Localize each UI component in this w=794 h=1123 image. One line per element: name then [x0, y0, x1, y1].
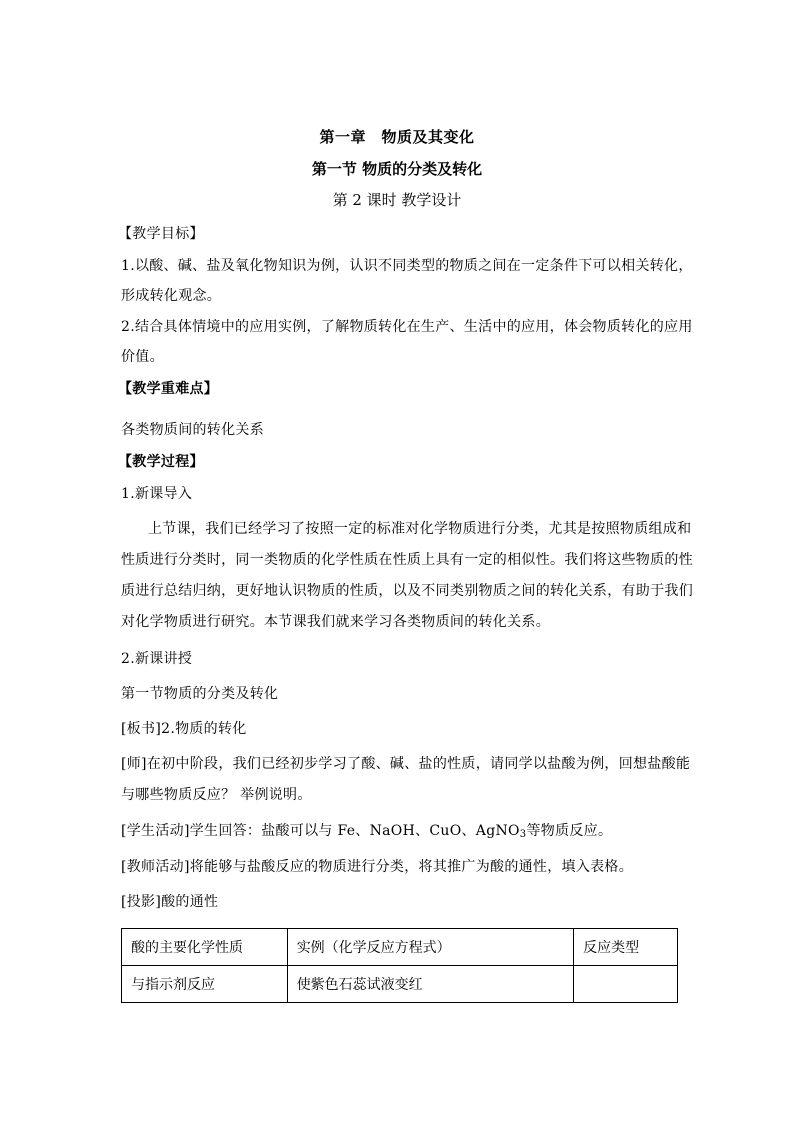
table-cell: 使紫色石蕊试液变红 [287, 966, 573, 1003]
chapter-title: 第一章 物质及其变化 [319, 128, 475, 146]
step-1-title: 1.新课导入 [121, 486, 193, 502]
objective-1-line-2: 形成转化观念。 [121, 288, 222, 304]
student-activity-text: [学生活动]学生回答：盐酸可以与 Fe、NaOH、CuO、AgNO [121, 823, 520, 839]
objectives-heading: 【教学目标】 [118, 226, 204, 242]
table-header-cell: 反应类型 [574, 929, 678, 966]
teacher-line-1: [师]在初中阶段，我们已经初步学习了酸、碱、盐的性质，请同学以盐酸为例，回想盐酸能 [121, 756, 691, 772]
key-points-heading: 【教学重难点】 [118, 381, 219, 397]
table-header-row [122, 929, 678, 966]
intro-line-2: 性质进行分类时，同一类物质的化学性质在性质上具有一定的相似性。我们将这些物质的性 [121, 552, 693, 568]
table-row [122, 966, 678, 1003]
objective-2-line-2: 价值。 [121, 349, 164, 365]
teacher-activity: [教师活动]将能够与盐酸反应的物质进行分类，将其推广为酸的通性，填入表格。 [121, 859, 634, 875]
intro-line-4: 对化学物质进行研究。本节课我们就来学习各类物质间的转化关系。 [121, 614, 550, 630]
key-points-text: 各类物质间的转化关系 [121, 422, 264, 438]
student-activity-suffix: 等物质反应。 [526, 823, 613, 839]
table-header-cell: 实例（化学反应方程式） [287, 929, 573, 966]
process-heading: 【教学过程】 [118, 454, 204, 470]
table-cell [574, 966, 678, 1003]
objective-2-line-1: 2.结合具体情境中的应用实例，了解物质转化在生产、生活中的应用，体会物质转化的应用 [121, 319, 693, 335]
student-activity [121, 822, 612, 840]
intro-line-3: 质进行总结归纳，更好地认识物质的性质，以及不同类别物质之间的转化关系，有助于我们 [121, 583, 693, 599]
section-title: 第一节 物质的分类及转化 [311, 160, 483, 178]
section-reference: 第一节物质的分类及转化 [121, 686, 279, 702]
teacher-line-2: 与哪些物质反应？ 举例说明。 [121, 787, 312, 803]
intro-line-1: 上节课，我们已经学习了按照一定的标准对化学物质进行分类，尤其是按照物质组成和 [148, 521, 692, 537]
board-note: [板书]2.物质的转化 [121, 721, 247, 737]
objective-1-line-1: 1.以酸、碱、盐及氧化物知识为例，认识不同类型的物质之间在一定条件下可以相关转化， [121, 258, 693, 274]
table-header-cell: 酸的主要化学性质 [122, 929, 288, 966]
student-activity-subscript: 3 [519, 829, 527, 840]
table-cell: 与指示剂反应 [122, 966, 288, 1003]
step-2-title: 2.新课讲授 [121, 651, 193, 667]
lesson-title: 第 2 课时 教学设计 [332, 191, 462, 209]
projection-note: [投影]酸的通性 [121, 894, 219, 910]
acid-properties-table [121, 928, 678, 1003]
